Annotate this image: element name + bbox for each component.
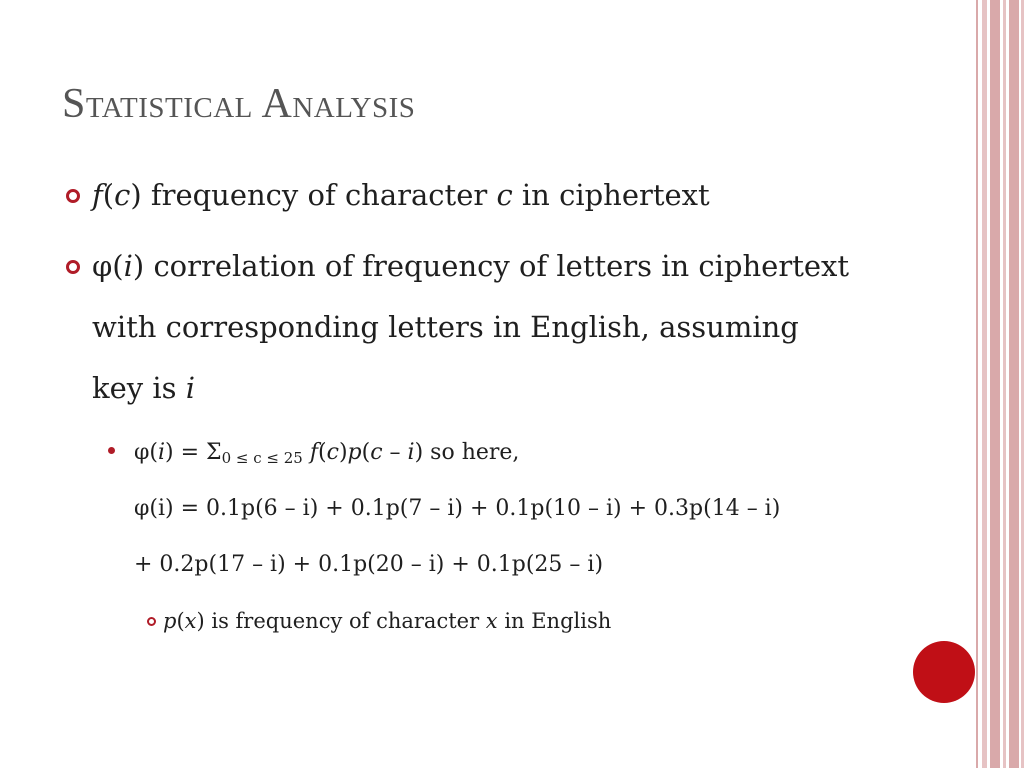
- decorative-stripe: [976, 0, 978, 768]
- bullet-text: p(x) is frequency of character x in English: [163, 609, 612, 633]
- decorative-circle: [913, 641, 975, 703]
- bullet-marker-icon: [147, 617, 156, 626]
- bullet-marker-icon: [108, 447, 115, 454]
- bullet-text: φ(i) correlation of frequency of letters in ciphertext with corresponding letters in English, assuming key is i: [92, 249, 850, 405]
- sub-sub-bullet-px: [147, 606, 847, 636]
- formula-line-2: + 0.2p(17 – i) + 0.1p(20 – i) + 0.1p(25 – i): [134, 552, 604, 577]
- bullet-frequency: [66, 165, 926, 226]
- bullet-text: f(c) frequency of character c in ciphertext: [92, 178, 710, 212]
- sub-bullet-formula: [108, 425, 928, 593]
- formula-text: $\varphi(i) = \Sigma_{0 \le c \le 25}$ f(c)p(c – i) so here, φ(i) = 0.1p(6 – i) + 0.1p(7 – i) + 0.1p(10 – i) + 0.3p(14 – i) + 0.2p(17 – i) + 0.1p(20 – i) + 0.1p(25 – i): [134, 425, 928, 593]
- decorative-stripe: [1003, 0, 1006, 768]
- formula-line-1: φ(i) = 0.1p(6 – i) + 0.1p(7 – i) + 0.1p(10 – i) + 0.3p(14 – i): [134, 496, 781, 521]
- decorative-stripe: [982, 0, 987, 768]
- bullet-correlation: [66, 236, 926, 419]
- slide-title: Statistical Analysis: [62, 81, 416, 127]
- decorative-stripe: [1009, 0, 1019, 768]
- bullet-marker-icon: [66, 260, 80, 274]
- decorative-stripe: [990, 0, 1000, 768]
- bullet-marker-icon: [66, 189, 80, 203]
